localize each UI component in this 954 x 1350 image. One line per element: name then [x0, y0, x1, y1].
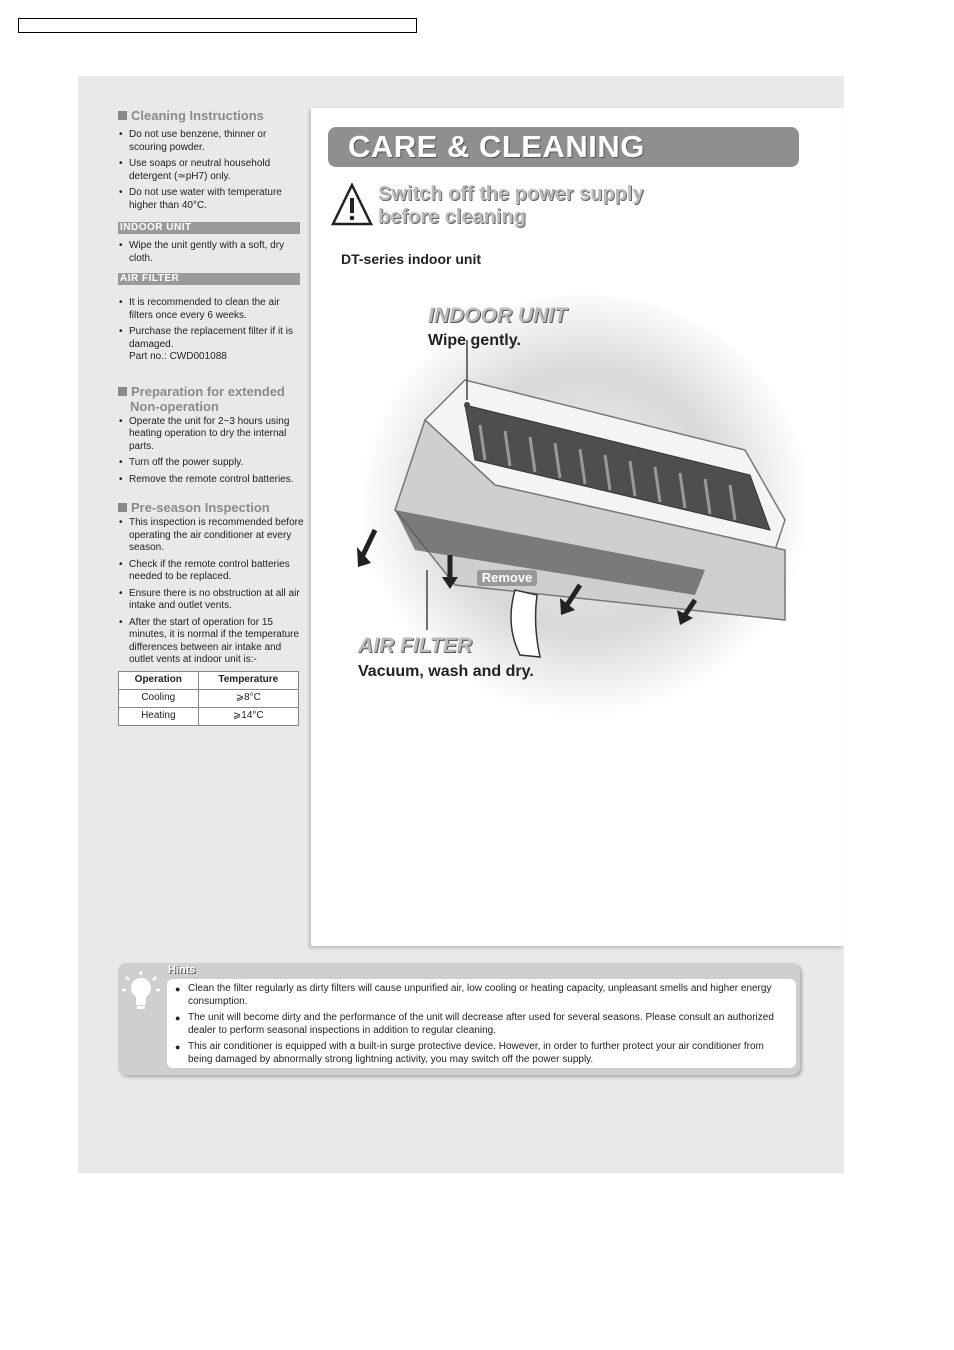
indoor-list — [118, 240, 306, 265]
square-bullet-icon — [118, 111, 127, 120]
warning-text: Switch off the power supply before cleaning — [378, 183, 644, 228]
table-cell: ⩾8°C — [198, 689, 298, 707]
temperature-table — [118, 671, 299, 726]
square-bullet-icon — [118, 503, 127, 512]
remove-label: Remove — [477, 570, 537, 586]
part-number: Part no.: CWD001088 — [129, 351, 227, 362]
cleaning-list — [118, 129, 306, 212]
table-cell: ⩾14°C — [198, 707, 298, 725]
list-item: • After the start of operation for 15 minutes, it is normal if the temperature differences between air intake and outlet vents at indoor unit is:- — [118, 617, 306, 667]
sidebar — [118, 108, 306, 726]
table-row — [119, 707, 299, 725]
table-header: Temperature — [198, 671, 298, 689]
air-filter-label: AIR FILTER — [358, 634, 472, 657]
preparation-list — [118, 416, 306, 487]
preseason-list — [118, 517, 306, 667]
hints-body — [167, 979, 796, 1068]
table-header: Operation — [119, 671, 199, 689]
indoor-unit-bar: INDOOR UNIT — [118, 222, 300, 234]
hint-item: ● Clean the filter regularly as dirty filters will cause unpurified air, low cooling or heating capacity, unpleasant smells and higher energy consumption. — [171, 983, 790, 1008]
list-item: • Purchase the replacement filter if it is damaged. Part no.: CWD001088 — [118, 326, 306, 364]
lightbulb-icon — [121, 970, 161, 1016]
list-item: • It is recommended to clean the air filters once every 6 weeks. — [118, 297, 306, 322]
list-item: • Operate the unit for 2~3 hours using heating operation to dry the internal parts. — [118, 416, 306, 454]
list-item: • Wipe the unit gently with a soft, dry cloth. — [118, 240, 306, 265]
warning-icon — [331, 183, 373, 227]
hint-item: ● The unit will become dirty and the performance of the unit will decrease after used for several seasons. Please consult an authorized dealer to perform seasonal inspections in addition to regular cleaning. — [171, 1012, 790, 1037]
indoor-unit-label: INDOOR UNIT — [428, 304, 567, 327]
header-box — [18, 18, 417, 33]
table-row — [119, 689, 299, 707]
list-item: • This inspection is recommended before operating the air conditioner at every season. — [118, 517, 306, 555]
square-bullet-icon — [118, 387, 127, 396]
table-cell: Heating — [119, 707, 199, 725]
list-item: • Turn off the power supply. — [118, 457, 306, 470]
page-title: CARE & CLEANING — [328, 127, 799, 167]
cleaning-title: Cleaning Instructions — [118, 108, 306, 123]
list-item: • Check if the remote control batteries needed to be replaced. — [118, 559, 306, 584]
list-item: • Ensure there is no obstruction at all air intake and outlet vents. — [118, 588, 306, 613]
list-item: • Do not use water with temperature higher than 40°C. — [118, 187, 306, 212]
preparation-title: Preparation for extended Non-operation — [118, 384, 306, 414]
list-item: • Remove the remote control batteries. — [118, 474, 306, 487]
hints-title: Hints — [168, 964, 196, 976]
table-cell: Cooling — [119, 689, 199, 707]
unit-subtitle: DT-series indoor unit — [341, 251, 482, 267]
list-item: • Use soaps or neutral household detergent (≃pH7) only. — [118, 158, 306, 183]
list-item: • Do not use benzene, thinner or scouring powder. — [118, 129, 306, 154]
hint-item: ● This air conditioner is equipped with a built-in surge protective device. However, in order to further protect your air conditioner from being damaged by abnormally strong lightning activity, you may switch off the power supply. — [171, 1041, 790, 1066]
air-filter-desc: Vacuum, wash and dry. — [358, 663, 534, 680]
preseason-title: Pre-season Inspection — [118, 500, 306, 515]
air-filter-bar: AIR FILTER — [118, 273, 300, 285]
indoor-unit-desc: Wipe gently. — [428, 332, 521, 349]
airfilter-list — [118, 297, 306, 364]
